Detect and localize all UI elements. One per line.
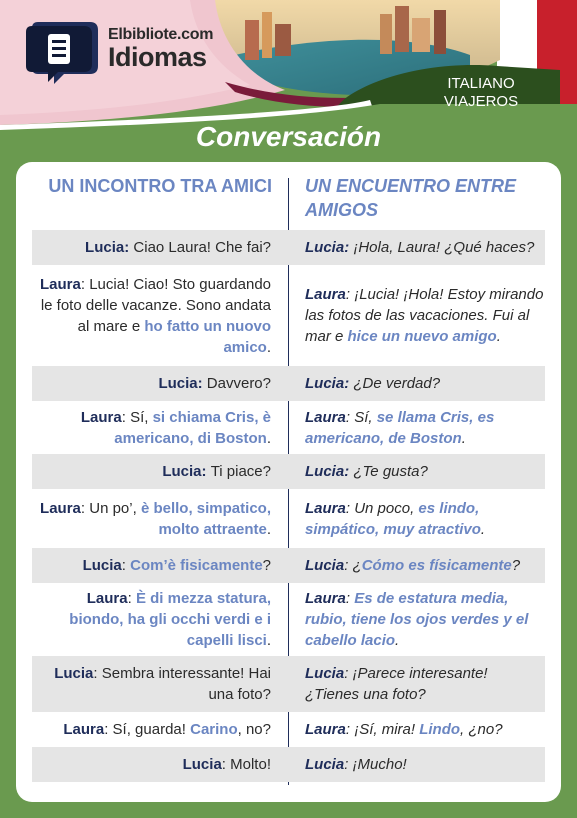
speaker-name: Laura	[305, 590, 346, 607]
speaker-name: Lucia	[182, 756, 222, 773]
dialogue-text: .	[480, 520, 486, 538]
brand	[108, 26, 213, 70]
dialogue-text: Sembra interessante! Hai una foto?	[101, 665, 271, 703]
speaker-name: Lucia	[158, 375, 198, 392]
dialogue-row	[32, 747, 545, 782]
speaker-colon: :	[344, 375, 354, 392]
spanish-line	[305, 230, 545, 265]
dialogue-row	[32, 230, 545, 265]
spanish-line	[305, 366, 545, 401]
dialogue-text: Sí,	[354, 408, 377, 426]
speaker-colon: :	[345, 408, 355, 426]
speaker-colon: :	[344, 239, 354, 256]
highlighted-phrase: Carino	[190, 721, 238, 738]
dialogue-row	[32, 489, 545, 548]
tag-language: ITALIANO	[447, 75, 515, 92]
italian-line	[32, 747, 273, 782]
spanish-line	[305, 489, 545, 548]
dialogue-row	[32, 583, 545, 656]
italian-line	[32, 548, 273, 583]
dialogue-text: ¿Te gusta?	[353, 463, 428, 480]
speaker-name: Lucia	[162, 463, 202, 480]
dialogue-text: .	[461, 429, 466, 447]
dialogue-row	[32, 401, 545, 454]
speaker-colon: :	[345, 721, 355, 738]
dialogue-text: ¿	[352, 557, 362, 574]
speaker-colon: :	[121, 557, 131, 574]
speaker-colon: :	[197, 375, 207, 392]
dialogue-text: Sí,	[130, 408, 153, 426]
dialogue-text: ?	[511, 557, 521, 574]
speaker-name: Laura	[40, 275, 81, 293]
dialogue-row	[32, 712, 545, 747]
speaker-colon: :	[344, 665, 353, 682]
speaker-colon: :	[221, 756, 231, 773]
italian-line	[32, 583, 273, 656]
dialogue-text: Ti piace?	[210, 463, 271, 480]
italian-line	[32, 712, 273, 747]
highlighted-phrase: hice un nuevo amigo	[347, 328, 497, 345]
highlighted-phrase: se llama Cris, es americano, de Boston	[305, 408, 495, 447]
speaker-colon: :	[121, 408, 131, 426]
dialogue-text: .	[395, 632, 400, 649]
spanish-column-heading: UN ENCUENTRO ENTRE AMIGOS	[305, 176, 517, 220]
italian-line	[32, 454, 273, 489]
speaker-colon: :	[201, 463, 211, 480]
speaker-colon: :	[345, 590, 355, 607]
dialogue-text: ¡Parece interesante! ¿Tienes una foto?	[305, 665, 488, 703]
dialogue-text: .	[266, 520, 271, 538]
spanish-line	[305, 747, 545, 782]
dialogue-text: Un po’,	[89, 499, 141, 517]
speaker-colon: :	[104, 721, 113, 738]
speaker-colon: :	[127, 590, 136, 607]
speaker-colon: :	[80, 499, 90, 517]
dialogue-text: Sí, guarda!	[112, 721, 191, 738]
speaker-name: Lucia	[305, 756, 345, 773]
speaker-name: Lucia	[305, 665, 345, 682]
spanish-line	[305, 656, 545, 712]
spanish-line	[305, 265, 545, 366]
dialogue-text: Molto!	[230, 756, 271, 773]
speaker-name: Laura	[305, 286, 346, 303]
dialogue-text: ¡Lucia! ¡Hola! Estoy mirando las fotos de las vacaciones. Fui al mar e	[305, 286, 544, 345]
italian-line	[32, 366, 273, 401]
italian-column-heading: UN INCONTRO TRA AMICI	[48, 176, 272, 196]
dialogue-text: Davvero?	[206, 375, 271, 392]
dialogue-text: ¡Sí, mira!	[354, 721, 420, 738]
speaker-colon: :	[344, 756, 353, 773]
brand-name: Idiomas	[108, 42, 207, 72]
tag-topic: VIAJEROS	[443, 93, 519, 110]
speaker-name: Laura	[305, 499, 346, 517]
dialogue-text: .	[266, 429, 271, 447]
dialogue-text: ¿De verdad?	[353, 375, 441, 392]
speaker-name: Lucia	[82, 557, 122, 574]
speaker-name: Laura	[40, 499, 81, 517]
dialogue-row	[32, 366, 545, 401]
spanish-line	[305, 401, 545, 454]
dialogue-row	[32, 548, 545, 583]
italian-line	[32, 489, 273, 548]
speaker-name: Laura	[86, 590, 128, 607]
highlighted-phrase: È di mezza statura, biondo, ha gli occhi verdi e i capelli lisci	[69, 590, 271, 649]
dialogue-text: Ciao Laura! Che fai?	[133, 239, 271, 256]
spanish-line	[305, 712, 545, 747]
highlighted-phrase: Cómo es físicamente	[361, 557, 512, 574]
dialogue-row	[32, 454, 545, 489]
speaker-colon: :	[93, 665, 102, 682]
dialogue-row	[32, 656, 545, 712]
speaker-name: Laura	[63, 721, 105, 738]
spanish-line	[305, 454, 545, 489]
conversation-card	[16, 162, 561, 802]
category-tag	[431, 75, 531, 111]
highlighted-phrase: è bello, simpatico, molto attraente	[140, 499, 271, 538]
speaker-colon: :	[345, 499, 355, 517]
highlighted-phrase: Lindo	[419, 721, 461, 738]
dialogue-text: Un poco,	[354, 499, 419, 517]
dialogue-row	[32, 265, 545, 366]
speaker-name: Lucia	[305, 239, 345, 256]
dialogue-text: .	[266, 338, 271, 356]
dialogue-text: ¡Hola, Laura! ¿Qué haces?	[353, 239, 535, 256]
page-title: Conversación	[195, 121, 382, 152]
speaker-name: Lucia	[305, 557, 345, 574]
speaker-name: Lucia	[305, 375, 345, 392]
highlighted-phrase: Es de estatura media, rubio, tiene los ojos verdes y el cabello lacio	[305, 590, 529, 649]
brand-site: Elbibliote.com	[108, 26, 214, 43]
speaker-name: Lucia	[85, 239, 125, 256]
italian-line	[32, 230, 273, 265]
speaker-colon: :	[80, 275, 90, 293]
dialogue-text: ¡Mucho!	[352, 756, 407, 773]
speaker-name: Laura	[305, 721, 346, 738]
dialogue-text: , ¿no?	[460, 721, 503, 738]
highlighted-phrase: si chiama Cris, è americano, di Boston	[114, 408, 271, 447]
italian-line	[32, 656, 273, 712]
speaker-colon: :	[345, 286, 355, 303]
highlighted-phrase: ho fatto un nuovo amico	[144, 317, 271, 356]
highlighted-phrase: es lindo, simpático, muy atractivo	[305, 499, 481, 538]
spanish-line	[305, 548, 545, 583]
italian-line	[32, 265, 273, 366]
highlighted-phrase: Com’è fisicamente	[130, 557, 263, 574]
spanish-line	[305, 583, 545, 656]
header	[0, 0, 577, 130]
dialogue-text: Lucia! Ciao! Sto guardando le foto delle vacanze. Sono andata al mare e	[40, 275, 271, 335]
speaker-colon: :	[124, 239, 134, 256]
speech-bubble-book-icon	[24, 20, 104, 86]
dialogue-text: .	[496, 328, 501, 345]
italian-line	[32, 401, 273, 454]
dialogue-text: ?	[262, 557, 271, 574]
speaker-colon: :	[344, 557, 353, 574]
dialogue-text: , no?	[237, 721, 271, 738]
speaker-name: Laura	[80, 408, 122, 426]
speaker-name: Lucia	[305, 463, 345, 480]
dialogue-text: .	[266, 632, 271, 649]
speaker-name: Laura	[305, 408, 346, 426]
speaker-colon: :	[344, 463, 354, 480]
speaker-name: Lucia	[54, 665, 94, 682]
